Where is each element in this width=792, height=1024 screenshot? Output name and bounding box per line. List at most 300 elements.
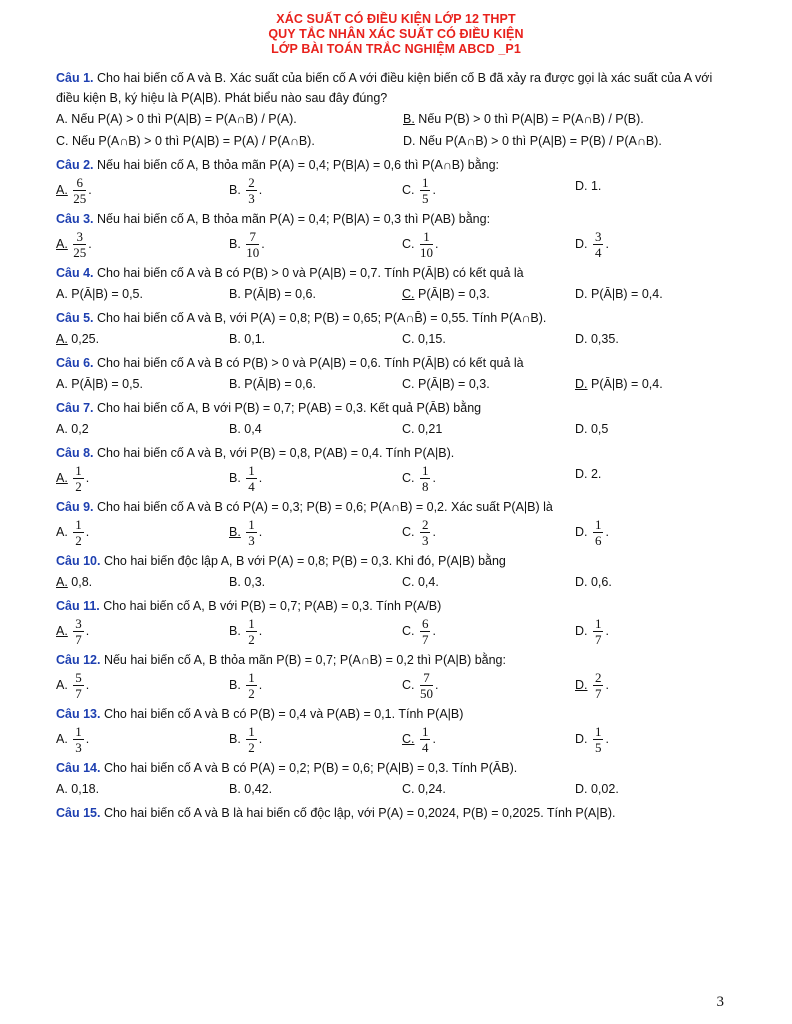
- answer-option: [56, 328, 229, 350]
- fraction-numerator: 2: [248, 175, 255, 190]
- question-item: [56, 443, 736, 494]
- fraction-numerator: 1: [75, 724, 82, 739]
- question-item: [56, 596, 736, 647]
- question-stem: [56, 704, 736, 724]
- option-text: Nếu P(A) > 0 thì P(A|B) = P(A∩B) / P(A).: [71, 112, 297, 126]
- answer-option: D. $\frac{1}{5}$ .: [575, 724, 609, 755]
- question-stem: [56, 209, 736, 229]
- option-fraction: [593, 670, 604, 701]
- question-text: Cho hai biến độc lập A, B với P(A) = 0,8; P(B) = 0,3. Khi đó, P(A|B) bằng: [103, 554, 506, 568]
- answer-options: [56, 328, 736, 350]
- question-text: Nếu hai biến cố A, B thỏa mãn P(B) = 0,7; P(A∩B) = 0,2 thì P(A|B) bằng:: [103, 653, 506, 667]
- option-letter: D.: [575, 377, 588, 391]
- option-text: P(Ā|B) = 0,6.: [244, 287, 316, 301]
- fraction-numerator: 5: [75, 670, 82, 685]
- question-item: [56, 497, 736, 548]
- answer-option: C. $\frac{2}{3}$ .: [402, 517, 436, 548]
- fraction-denominator: 3: [248, 533, 255, 548]
- option-text: 0,24.: [417, 782, 446, 796]
- fraction-numerator: 1: [248, 724, 255, 739]
- answer-options: [56, 418, 736, 440]
- answer-option: [575, 418, 748, 440]
- question-text: Cho hai biến cố A, B với P(B) = 0,7; P(AB) = 0,3. Tính P(A/B): [103, 599, 442, 613]
- answer-option: [575, 283, 748, 305]
- answer-option: B. $\frac{1}{4}$ .: [229, 463, 263, 494]
- option-letter: D.: [575, 179, 588, 193]
- question-stem: [56, 398, 736, 418]
- option-letter: A.: [56, 623, 68, 638]
- option-text: P(Ā|B) = 0,5.: [71, 287, 143, 301]
- option-fraction: [246, 724, 257, 755]
- option-text: 0,21: [417, 422, 443, 436]
- answer-option: [403, 108, 750, 130]
- question-label: Câu 11.: [56, 599, 100, 613]
- question-text: Cho hai biến cố A và B có P(A) = 0,2; P(B) = 0,6; P(A|B) = 0,3. Tính P(ĀB).: [103, 761, 518, 775]
- fraction-denominator: 2: [248, 632, 255, 647]
- answer-option: [575, 463, 748, 494]
- fraction-denominator: 2: [75, 533, 82, 548]
- question-stem: [56, 758, 736, 778]
- option-text: 1.: [590, 179, 602, 193]
- option-letter: B.: [229, 422, 241, 436]
- option-letter: C.: [402, 575, 415, 589]
- question-item: [56, 650, 736, 701]
- option-letter: C.: [402, 623, 415, 638]
- option-fraction: [420, 175, 431, 206]
- fraction-denominator: 8: [421, 479, 429, 494]
- option-text: 0,18.: [71, 782, 100, 796]
- option-fraction: [593, 229, 604, 260]
- option-letter: D.: [575, 575, 588, 589]
- question-stem: [56, 68, 736, 108]
- answer-option: D. $\frac{1}{6}$ .: [575, 517, 609, 548]
- question-label: Câu 8.: [56, 446, 94, 460]
- option-text: 0,5: [590, 422, 609, 436]
- fraction-numerator: 1: [421, 463, 429, 478]
- fraction-numerator: 1: [75, 463, 82, 478]
- fraction-numerator: 1: [248, 616, 255, 631]
- fraction-numerator: 1: [421, 724, 429, 739]
- option-letter: D.: [575, 524, 588, 539]
- option-letter: D.: [575, 677, 588, 692]
- question-text: Cho hai biến cố A và B có P(A) = 0,3; P(B) = 0,6; P(A∩B) = 0,2. Xác suất P(A|B) là: [97, 500, 553, 514]
- question-label: Câu 4.: [56, 266, 94, 280]
- option-letter: C.: [56, 134, 69, 148]
- fraction-numerator: 1: [421, 175, 429, 190]
- answer-option: [403, 130, 750, 152]
- fraction-numerator: 1: [248, 463, 255, 478]
- fraction-numerator: 7: [420, 670, 433, 686]
- fraction-denominator: 7: [594, 686, 602, 701]
- question-stem: [56, 803, 736, 823]
- fraction-numerator: 1: [594, 616, 602, 631]
- fraction-denominator: 4: [248, 479, 255, 494]
- answer-option: [56, 418, 229, 440]
- fraction-denominator: 3: [75, 740, 82, 755]
- answer-option: C. $\frac{1}{4}$ .: [402, 724, 436, 755]
- option-letter: B.: [229, 677, 241, 692]
- option-letter: B.: [229, 731, 241, 746]
- option-letter: D.: [575, 623, 588, 638]
- option-letter: B.: [229, 782, 241, 796]
- option-fraction: [420, 670, 433, 701]
- answer-option: C. $\frac{1}{5}$ .: [402, 175, 436, 206]
- option-text: 0,2: [71, 422, 89, 436]
- option-text: 0,02.: [590, 782, 619, 796]
- question-label: Câu 1.: [56, 71, 94, 85]
- answer-option: [575, 373, 748, 395]
- option-letter: C.: [402, 287, 415, 301]
- fraction-denominator: 3: [248, 191, 255, 206]
- option-text: P(Ā|B) = 0,4.: [590, 377, 663, 391]
- question-label: Câu 15.: [56, 806, 101, 820]
- fraction-numerator: 6: [73, 175, 86, 191]
- fraction-numerator: 1: [248, 670, 255, 685]
- answer-options: [56, 670, 736, 701]
- answer-option: [229, 283, 402, 305]
- fraction-denominator: 25: [73, 191, 87, 206]
- question-label: Câu 13.: [56, 707, 101, 721]
- fraction-numerator: 7: [246, 229, 259, 245]
- option-fraction: [420, 229, 433, 260]
- fraction-denominator: 7: [421, 632, 429, 647]
- option-letter: B.: [229, 470, 241, 485]
- option-text: P(Ā|B) = 0,3.: [417, 377, 490, 391]
- option-fraction: [246, 175, 257, 206]
- option-letter: A.: [56, 236, 68, 251]
- option-text: 0,25.: [71, 332, 100, 346]
- question-label: Câu 14.: [56, 761, 101, 775]
- question-item: [56, 803, 736, 823]
- page-number: 3: [716, 994, 724, 1010]
- option-text: 0,6.: [590, 575, 612, 589]
- question-item: [56, 398, 736, 440]
- fraction-denominator: 5: [421, 191, 429, 206]
- option-text: 0,15.: [417, 332, 446, 346]
- option-fraction: [593, 616, 604, 647]
- fraction-denominator: 10: [419, 245, 433, 260]
- option-letter: C.: [402, 422, 415, 436]
- answer-option: [229, 571, 402, 593]
- answer-options: [56, 724, 736, 755]
- option-fraction: [593, 517, 604, 548]
- answer-option: A. $\frac{3}{25}$ .: [56, 229, 92, 260]
- option-fraction: [73, 724, 84, 755]
- option-text: 0,4.: [417, 575, 439, 589]
- option-fraction: [420, 517, 431, 548]
- answer-option: B. $\frac{1}{3}$ .: [229, 517, 263, 548]
- answer-option: [402, 283, 575, 305]
- question-list: [56, 68, 736, 826]
- option-letter: A.: [56, 575, 68, 589]
- question-stem: [56, 596, 736, 616]
- option-letter: B.: [229, 236, 241, 251]
- fraction-numerator: 1: [420, 229, 433, 245]
- question-label: Câu 7.: [56, 401, 94, 415]
- option-text: 2.: [590, 467, 602, 481]
- option-fraction: [246, 517, 257, 548]
- option-fraction: [73, 517, 84, 548]
- option-text: 0,8.: [71, 575, 93, 589]
- option-letter: B.: [229, 623, 241, 638]
- option-fraction: [73, 175, 86, 206]
- answer-options: [56, 463, 736, 494]
- option-fraction: [73, 670, 84, 701]
- fraction-denominator: 10: [246, 245, 260, 260]
- question-text: Cho hai biến cố A và B, với P(B) = 0,8, P(AB) = 0,4. Tính P(A|B).: [97, 446, 455, 460]
- option-letter: A.: [56, 332, 68, 346]
- fraction-denominator: 25: [73, 245, 87, 260]
- option-fraction: [73, 463, 84, 494]
- option-fraction: [420, 724, 431, 755]
- option-letter: A.: [56, 287, 68, 301]
- question-text: Nếu hai biến cố A, B thỏa mãn P(A) = 0,4; P(B|A) = 0,3 thì P(AB) bằng:: [97, 212, 491, 226]
- answer-option: [56, 283, 229, 305]
- option-text: 0,1.: [244, 332, 266, 346]
- answer-option: [229, 778, 402, 800]
- option-letter: B.: [229, 287, 241, 301]
- option-text: 0,35.: [590, 332, 619, 346]
- question-text: Cho hai biến cố A và B có P(B) > 0 và P(A|B) = 0,7. Tính P(Ā|B) có kết quả là: [97, 266, 524, 280]
- question-text: Cho hai biến cố A và B là hai biến cố độc lập, với P(A) = 0,2024, P(B) = 0,2025. Tính P(A|B).: [103, 806, 616, 820]
- question-text: Cho hai biến cố A và B có P(B) > 0 và P(A|B) = 0,6. Tính P(Ā|B) có kết quả là: [97, 356, 524, 370]
- answer-option: [229, 373, 402, 395]
- answer-option: [229, 418, 402, 440]
- answer-option: A. $\frac{6}{25}$ .: [56, 175, 92, 206]
- option-letter: D.: [575, 287, 588, 301]
- option-letter: B.: [229, 332, 241, 346]
- answer-option: D. $\frac{1}{7}$ .: [575, 616, 609, 647]
- header-title: XÁC SUẤT CÓ ĐIỀU KIỆN LỚP 12 THPT: [276, 12, 516, 26]
- answer-option: B. $\frac{1}{2}$ .: [229, 724, 263, 755]
- answer-options: [56, 517, 736, 548]
- fraction-denominator: 4: [421, 740, 429, 755]
- question-item: [56, 155, 736, 206]
- option-text: 0,4: [244, 422, 262, 436]
- answer-option: [56, 373, 229, 395]
- fraction-numerator: 6: [421, 616, 429, 631]
- question-stem: [56, 497, 736, 517]
- question-stem: [56, 650, 736, 670]
- option-letter: D.: [575, 467, 588, 481]
- option-text: P(Ā|B) = 0,3.: [417, 287, 490, 301]
- question-label: Câu 6.: [56, 356, 94, 370]
- answer-options: [56, 373, 736, 395]
- option-text: 0,3.: [244, 575, 266, 589]
- fraction-denominator: 7: [75, 632, 82, 647]
- answer-option: [56, 571, 229, 593]
- question-item: [56, 209, 736, 260]
- option-letter: B.: [229, 524, 241, 539]
- answer-options: [56, 175, 736, 206]
- option-fraction: [73, 616, 84, 647]
- fraction-denominator: 4: [594, 245, 602, 260]
- fraction-denominator: 2: [248, 686, 255, 701]
- option-fraction: [246, 616, 257, 647]
- answer-option: [402, 571, 575, 593]
- option-fraction: [246, 229, 259, 260]
- question-stem: [56, 551, 736, 571]
- fraction-numerator: 2: [421, 517, 429, 532]
- answer-option: B. $\frac{1}{2}$ .: [229, 670, 263, 701]
- option-letter: B.: [403, 112, 415, 126]
- question-label: Câu 10.: [56, 554, 101, 568]
- fraction-denominator: 2: [75, 479, 82, 494]
- fraction-denominator: 6: [594, 533, 602, 548]
- document-header: [0, 0, 792, 57]
- option-text: P(Ā|B) = 0,4.: [590, 287, 663, 301]
- question-stem: [56, 308, 736, 328]
- option-letter: D.: [575, 731, 588, 746]
- answer-option: [575, 328, 748, 350]
- fraction-numerator: 3: [75, 616, 82, 631]
- option-letter: C.: [402, 377, 415, 391]
- fraction-denominator: 7: [594, 632, 602, 647]
- answer-option: B. $\frac{7}{10}$ .: [229, 229, 265, 260]
- option-letter: A.: [56, 112, 68, 126]
- answer-option: C. $\frac{6}{7}$ .: [402, 616, 436, 647]
- question-label: Câu 9.: [56, 500, 94, 514]
- answer-option: A. $\frac{1}{3}$ .: [56, 724, 90, 755]
- option-text: Nếu P(A∩B) > 0 thì P(A|B) = P(A) / P(A∩B).: [71, 134, 315, 148]
- answer-option: [56, 130, 403, 152]
- answer-option: [575, 778, 748, 800]
- header-subtitle: QUY TẮC NHÂN XÁC SUẤT CÓ ĐIỀU KIỆN: [268, 27, 524, 41]
- option-letter: D.: [575, 332, 588, 346]
- option-letter: A.: [56, 422, 68, 436]
- answer-option: [575, 175, 748, 206]
- option-text: P(Ā|B) = 0,6.: [244, 377, 316, 391]
- fraction-denominator: 2: [248, 740, 255, 755]
- option-letter: D.: [403, 134, 416, 148]
- question-label: Câu 3.: [56, 212, 94, 226]
- answer-option: A. $\frac{1}{2}$ .: [56, 463, 90, 494]
- option-letter: A.: [56, 182, 68, 197]
- option-letter: A.: [56, 782, 68, 796]
- answer-option: [229, 328, 402, 350]
- question-stem: [56, 155, 736, 175]
- answer-option: A. $\frac{5}{7}$ .: [56, 670, 90, 701]
- question-item: [56, 551, 736, 593]
- fraction-numerator: 1: [248, 517, 255, 532]
- option-letter: C.: [402, 677, 415, 692]
- option-fraction: [420, 616, 431, 647]
- fraction-denominator: 5: [594, 740, 602, 755]
- fraction-numerator: 3: [594, 229, 602, 244]
- option-fraction: [246, 463, 257, 494]
- fraction-denominator: 7: [75, 686, 82, 701]
- option-fraction: [420, 463, 431, 494]
- option-text: Nếu P(B) > 0 thì P(A|B) = P(A∩B) / P(B).: [418, 112, 644, 126]
- option-letter: C.: [402, 470, 415, 485]
- option-letter: A.: [56, 677, 68, 692]
- answer-options: [56, 283, 736, 305]
- fraction-numerator: 2: [594, 670, 602, 685]
- answer-options: [56, 778, 736, 800]
- answer-options: [56, 229, 736, 260]
- question-label: Câu 5.: [56, 311, 94, 325]
- header-subtitle-2: LỚP BÀI TOÁN TRẮC NGHIỆM ABCD _P1: [271, 42, 521, 56]
- question-item: [56, 68, 736, 152]
- answer-option: [56, 108, 403, 130]
- option-letter: C.: [402, 524, 415, 539]
- fraction-denominator: 3: [421, 533, 429, 548]
- answer-option: [575, 571, 748, 593]
- question-stem: [56, 443, 736, 463]
- option-letter: C.: [402, 236, 415, 251]
- answer-option: [402, 328, 575, 350]
- fraction-denominator: 50: [419, 686, 433, 701]
- answer-option: C. $\frac{1}{8}$ .: [402, 463, 436, 494]
- answer-option: D. $\frac{3}{4}$ .: [575, 229, 609, 260]
- answer-option: D. $\frac{2}{7}$ .: [575, 670, 609, 701]
- question-item: [56, 353, 736, 395]
- option-letter: C.: [402, 782, 415, 796]
- fraction-numerator: 3: [73, 229, 86, 245]
- answer-option: [402, 778, 575, 800]
- option-text: P(Ā|B) = 0,5.: [71, 377, 143, 391]
- fraction-numerator: 1: [594, 517, 602, 532]
- answer-option: C. $\frac{1}{10}$ .: [402, 229, 439, 260]
- option-text: Nếu P(A∩B) > 0 thì P(A|B) = P(B) / P(A∩B).: [418, 134, 662, 148]
- option-letter: B.: [229, 575, 241, 589]
- option-letter: C.: [402, 182, 415, 197]
- answer-options: [56, 108, 736, 152]
- fraction-numerator: 1: [594, 724, 602, 739]
- option-text: 0,42.: [244, 782, 273, 796]
- question-item: [56, 263, 736, 305]
- question-text: Cho hai biến cố A, B với P(B) = 0,7; P(AB) = 0,3. Kết quả P(ĀB) bằng: [97, 401, 482, 415]
- option-letter: B.: [229, 182, 241, 197]
- question-item: [56, 704, 736, 755]
- option-letter: A.: [56, 470, 68, 485]
- question-stem: [56, 263, 736, 283]
- answer-option: B. $\frac{1}{2}$ .: [229, 616, 263, 647]
- answer-option: B. $\frac{2}{3}$ .: [229, 175, 263, 206]
- answer-option: A. $\frac{3}{7}$ .: [56, 616, 90, 647]
- option-letter: A.: [56, 731, 68, 746]
- answer-option: C. $\frac{7}{50}$ .: [402, 670, 439, 701]
- option-letter: A.: [56, 524, 68, 539]
- answer-option: [56, 778, 229, 800]
- answer-option: [402, 418, 575, 440]
- question-item: [56, 758, 736, 800]
- question-text: Nếu hai biến cố A, B thỏa mãn P(A) = 0,4; P(B|A) = 0,6 thì P(A∩B) bằng:: [97, 158, 500, 172]
- question-stem: [56, 353, 736, 373]
- question-text: Cho hai biến cố A và B. Xác suất của biến cố A với điều kiện biến cố B đã xảy ra được gọi là xác suất của A với điều kiện B, ký hiệu là P(A|B). Phát biểu nào sau đây đúng?: [56, 71, 713, 105]
- option-fraction: [246, 670, 257, 701]
- question-text: Cho hai biến cố A và B, với P(A) = 0,8; P(B) = 0,65; P(A∩B̄) = 0,55. Tính P(A∩B).: [97, 311, 547, 325]
- question-text: Cho hai biến cố A và B có P(B) = 0,4 và P(AB) = 0,1. Tính P(A|B): [103, 707, 464, 721]
- option-letter: D.: [575, 782, 588, 796]
- question-item: [56, 308, 736, 350]
- option-letter: B.: [229, 377, 241, 391]
- option-letter: A.: [56, 377, 68, 391]
- option-letter: C.: [402, 731, 415, 746]
- answer-options: [56, 616, 736, 647]
- option-fraction: [593, 724, 604, 755]
- option-letter: D.: [575, 422, 588, 436]
- option-letter: C.: [402, 332, 415, 346]
- answer-option: A. $\frac{1}{2}$ .: [56, 517, 90, 548]
- answer-option: [402, 373, 575, 395]
- question-label: Câu 2.: [56, 158, 94, 172]
- option-fraction: [73, 229, 86, 260]
- option-letter: D.: [575, 236, 588, 251]
- answer-options: [56, 571, 736, 593]
- question-label: Câu 12.: [56, 653, 101, 667]
- fraction-numerator: 1: [75, 517, 82, 532]
